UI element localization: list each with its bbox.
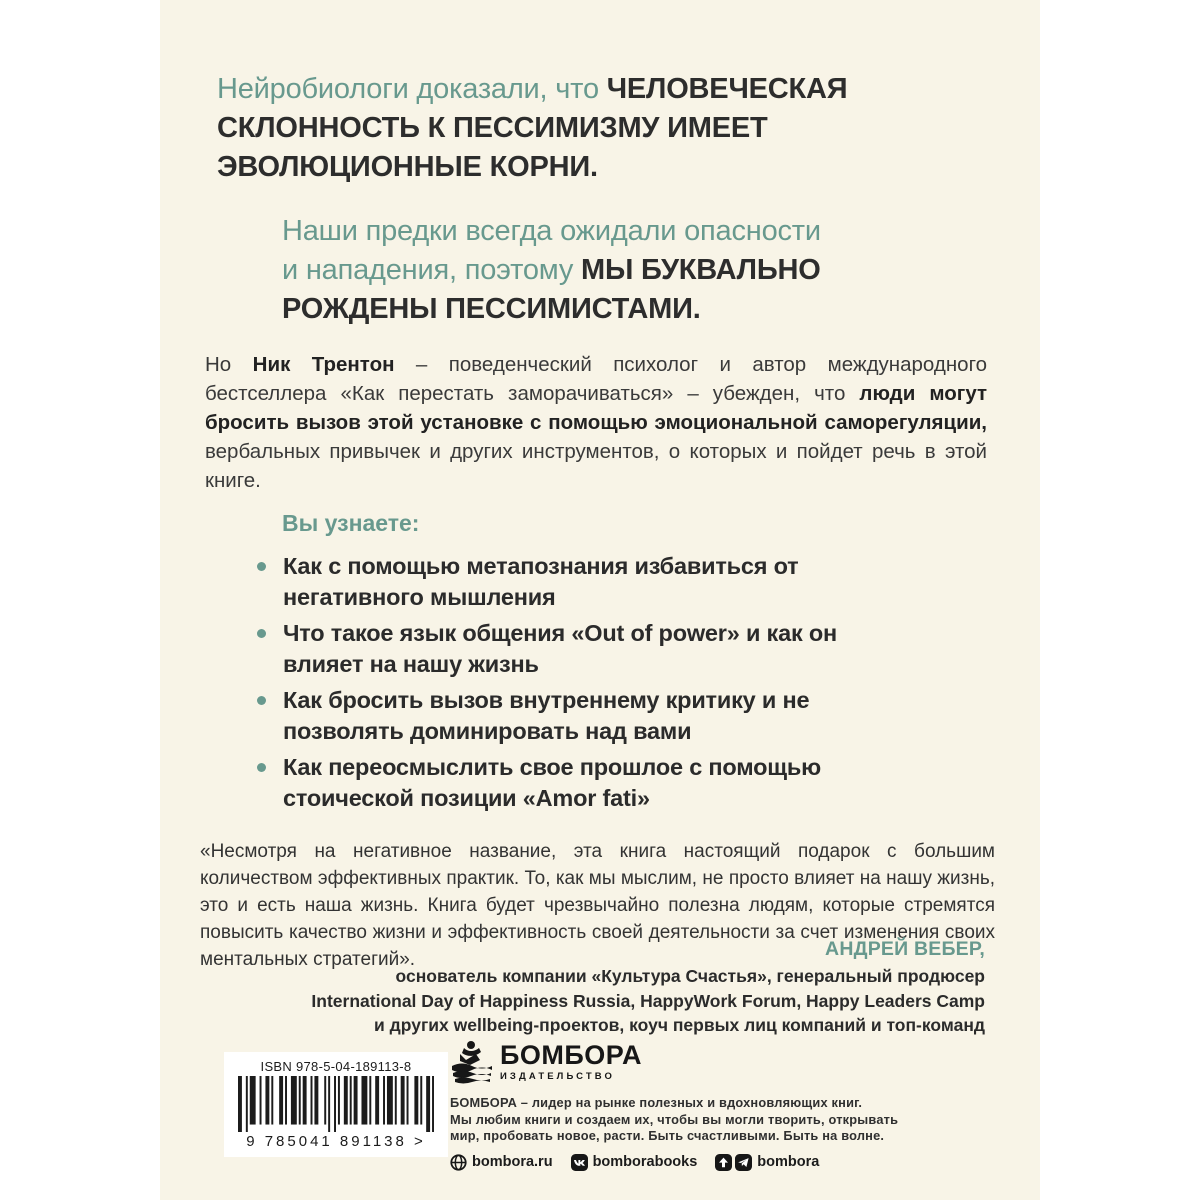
review-quote: «Несмотря на негативное название, эта книга настоящий подарок с большим количеством эффективных практик. То, как мы мыслим, не просто влияет на нашу жизнь, это и есть наша жизнь. Книга будет чрезвычайно полезна людям, которые стремятся повысить качество жизни и эффективность своей деятельности за счет изменения своих ментальных стратегий». xyxy=(200,841,995,970)
social-item-website xyxy=(450,1154,553,1171)
telegram-icon xyxy=(735,1154,752,1171)
arrow-up-icon xyxy=(715,1154,732,1171)
social-label: bombora.ru xyxy=(472,1154,553,1170)
headline-caps-text: ЧЕЛОВЕЧЕСКАЯ xyxy=(606,73,848,105)
social-item-messengers xyxy=(715,1154,819,1171)
bullet-dot-icon xyxy=(257,629,266,638)
social-item-vk xyxy=(571,1154,698,1171)
learn-section-heading: Вы узнаете: xyxy=(282,510,420,536)
review-author-name: АНДРЕЙ ВЕБЕР, xyxy=(825,938,985,960)
publisher-block xyxy=(450,1040,899,1171)
headline-lead-text: Нейробиологи доказали, что xyxy=(217,73,607,105)
list-item: Как бросить вызов внутреннему критику и не позволять доминировать над вами xyxy=(257,685,873,747)
learn-bullet-list xyxy=(257,551,877,819)
isbn-number: ISBN 978-5-04-189113-8 xyxy=(260,1059,412,1074)
author-name: Ник Трентон xyxy=(252,353,395,376)
bullet-dot-icon xyxy=(257,562,266,571)
bullet-dot-icon xyxy=(257,763,266,772)
publisher-description: БОМБОРА – лидер на рынке полезных и вдохновляющих книг. Мы любим книги и создаем их, чтобы вы могли творить, открывать мир, пробовать новое, расти. Быть счастливыми. Быть на волне. xyxy=(450,1095,899,1143)
headline-evolution: Нейробиологи доказали, что ЧЕЛОВЕЧЕСКАЯ СКЛОННОСТЬ К ПЕССИМИЗМУ ИМЕЕТ ЭВОЛЮЦИОННЫЕ КОРНИ. xyxy=(217,73,848,183)
list-item: Как с помощью метапознания избавиться от негативного мышления xyxy=(257,551,873,613)
publisher-name: БОМБОРА xyxy=(500,1040,642,1070)
social-label: bombora xyxy=(757,1154,820,1170)
bombora-surfer-icon xyxy=(450,1040,492,1086)
publisher-subtitle: ИЗДАТЕЛЬСТВО xyxy=(500,1071,615,1082)
review-author-credentials: основатель компании «Культура Счастья», генеральный продюсер International Day of Happiness Russia, HappyWork Forum, Happy Leaders Camp и других wellbeing-проектов, коуч первых лиц компаний и топ-команд xyxy=(311,966,985,1035)
list-item: Как переосмыслить свое прошлое с помощью стоической позиции «Amor fati» xyxy=(257,752,873,814)
barcode-digits: 9 785041 891138 > xyxy=(246,1133,426,1150)
headline-born-pessimists: Наши предки всегда ожидали опасности и нападения, поэтому МЫ БУКВАЛЬНО РОЖДЕНЫ ПЕССИМИСТАМИ. xyxy=(282,215,821,325)
globe-icon xyxy=(450,1154,467,1171)
list-item: Что такое язык общения «Out of power» и как он влияет на нашу жизнь xyxy=(257,618,873,680)
social-label: bomborabooks xyxy=(592,1154,698,1170)
back-cover xyxy=(160,0,1040,1200)
bullet-dot-icon xyxy=(257,696,266,705)
social-links-row xyxy=(450,1154,820,1171)
vk-icon xyxy=(571,1154,588,1171)
isbn-barcode-block xyxy=(224,1052,448,1157)
publisher-logo xyxy=(450,1040,800,1086)
author-description: Но Ник Трентон – поведенческий психолог и автор международного бестселлера «Как перестать заморачиваться» – убежден, что люди могут бросить вызов этой установке с помощью эмоциональной саморегуляции, вербальных привычек и других инструментов, о которых и пойдет речь в этой книге. xyxy=(205,353,988,492)
barcode-icon xyxy=(238,1076,434,1132)
